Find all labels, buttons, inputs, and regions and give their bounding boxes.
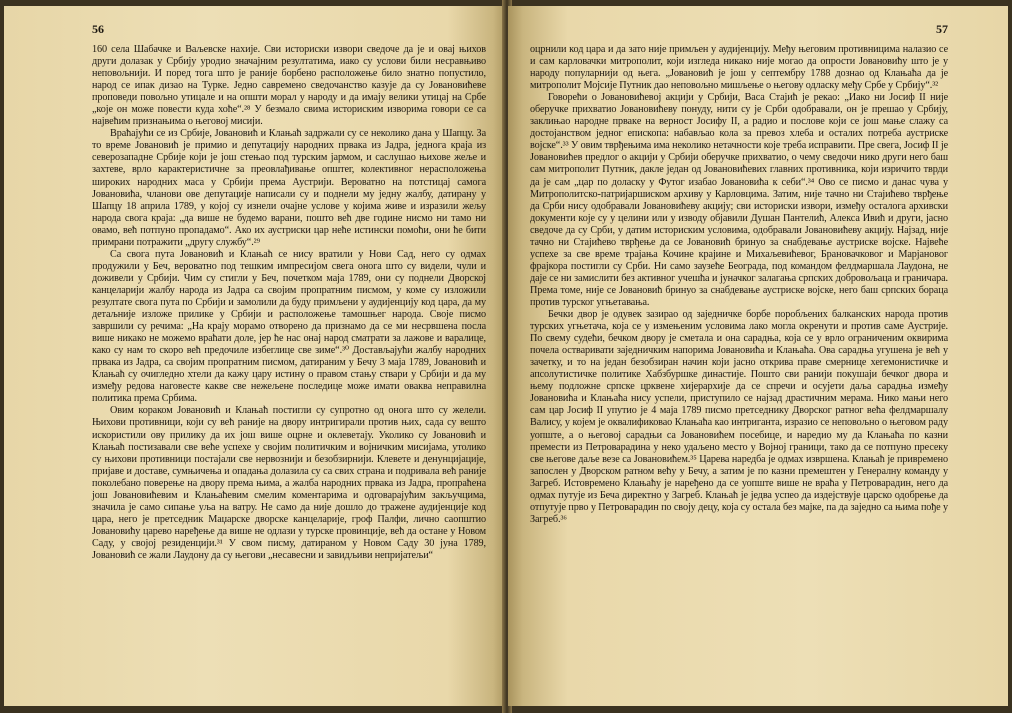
paragraph: оцрнили код цара и да зато није примљен у аудијенцију. Међу његовим противницима налазио се и сам карловачки митрополит, који изгледа никако није могао да опрости Јовановићу што је у народу популарнији од њега. „Јовановић је још у септембру 1788 дознао од Клањаћа да је митрополит Мојсије Путник дао неповољно мишљење о његову одласку међу Србе у Србију“.³² xyxy=(530,44,948,92)
right-page-text xyxy=(530,44,948,526)
paragraph: Говорећи о Јовановићевој акцији у Србији, Васа Стајић је рекао: „Иако ни Јосиф II није оберучке прихватио Јовановићеву понуду, нити су је Срби одобравали, он је прешао у Србију, заклињао народне првакe на верност Јосифу II, а радио и послове који се још мање слажу са достојанством једног епископа: набављао кола за превоз хлеба и осталих потреба аустриске војске“.³³ У овим тврђењима има неколико нетачности које треба исправити. Пре свега, Јосиф II је Јовановићев предлог о акцији у Србији оберучке прихватио, о чему сведочи нико други него баш сам митрополит Путник, дакле један од Јовановићевих главних противника, који изричито тврди да је сам „цар по доласку у Футог изабао Јовановића к себи“.³⁴ Ово се писмо и данас чува у Митрополитско-патријаршиском архиву у Карловцима. Затим, није тачно ни Стајићево тврђење да Срби нису одобравали Јовановићеву акцију; сви историски извори, између осталога архивски документи које су у целини или у изводу објавили Душан Пантелић, Алекса Ивић и други, јасно сведоче да су Срби, у датим историским условима, одобравали Јовановићеву акцију. Најзад, није тачно ни Стајићево тврђење да се Јовановић бринуо за снабдевање аустриске војске. Највеће успехе за све време трајања Кочине крајине и Михаљевићевог, Брановачковог и Марјановог фрајкора постигли су Срби. Ни само заузеће Београда, под командом фелдмаршала Лаудона, не даје се ни замислити без активног учешћа и јуначког залагања српских добровољаца и граничара. Према томе, није се Јовановић бринуо за снабдевање аустриске војске, него баш српских бораца против турског угњетавања. xyxy=(530,92,948,308)
paragraph: Враћајући се из Србије, Јовановић и Клањаћ задржали су се неколико дана у Шапцу. За то време Јовановић је примио и депутацију народних првака из Јадра, једнога краја из северозападне Србије који је још стењао под турским јармом, и саслушао њихове жеље и захтеве, врло карактеристичне за преовлађивање општег, колективног нерасположења широких народних маса у Србији према Аустрији. Вероватно на потстицај самога Јовановића, чланови ове депутације написали су и поднели му једну жалбу, датирану у Шапцу 18 априла 1789, у којој су изнели очајне услове у којима живе и изразили жељу народа свога краја: „да више не будемо варани, пошто већ две године нисмо ни тамо ни овамо, већ потпуно пропадамо“. Ако их аустриски цар неће истински помоћи, они ће бити примрани потражити „другу службу“.²⁹ xyxy=(92,128,486,248)
right-page xyxy=(508,6,1008,706)
left-page-text xyxy=(92,44,486,562)
page-number-left: 56 xyxy=(92,22,104,36)
paragraph: Бечки двор је одувек зазирао од заједничке борбе поробљених балканских народа против турских угњетача, која се у измењеним условима лако могла окренути и против саме Аустрије. По свему судећи, бечком двору је сметала и она сарадња, која се у врло ограниченим оквирима почела остваривати заједничким напорима Јовановића и Клањаћа. Ова сарадња угушена је већ у зачетку, и то на један безобзиран начин који јасно открива праве смернице хегемонистичке и апсолутистичке политике Хабзбуршке династије. Пошто сви ранији покушаји бечког двора и њему подложне српске црквене хијерархије да се спречи и осујети даља сарадња између Јовановића и Клањаћа нису успели, приступило се најзад драстичним мерама. Нико мањи него сам цар Јосиф II упутио је 4 маја 1789 писмо претседнику Дворског ратног већа фелдмаршалу Валису, у којем је оквалификовао Клањаћа као интриганта, изразио се неповољно о његовом раду уопште, а о његовој сарадњи са Јовановићем посебице, и наредио му да Клањаћа по казни премести из Петроварадина у неко удаљено место у Војној граници, тако да се потпуно пресеку све његове даље везе са Јовановићем.³⁵ Царева наредба је одмах извршена. Клањаћ је привремено запослен у Дворском ратном већу у Бечу, а затим је по казни премештен у Генералну команду у Загреб. Истовремено Клањаћу је наређено да се уопште више не враћа у Петроварадин, него да одмах путује из Беча директно у Загреб. Клањаћ је једва успео да издејствује царско одобрење да отпутује прво у Петроварадин по своју децу, која су остала без мајке, па да заједно са њима пође у Загреб.³⁶ xyxy=(530,309,948,525)
left-page xyxy=(4,6,508,706)
paragraph: Са свога пута Јовановић и Клањаћ се нису вратили у Нови Сад, него су одмах продужили у Беч, вероватно под тешким импресијом свега онога што су видели, чули и доживели у Србији. Чим су стигли у Беч, почетком маја 1789, они су поднели Дворској канцеларији жалбу народа из Јадра са својим пропратним писмом, у коме су изложили резултате свога пута по Србији и замолили да буду примљени у аудијенцију код цара, да му детаљније изложе прилике у Србији и расположење тамошњег народа. Своје писмо завршили су речима: „На крају морамо отворено да признамо да се ми несрвшена посла више никако не можемо враћати доле, јер ће нас онај народ сматрати за лажове и варалице, како су нам то скоро већ предочиле избеглице све зиме“.³⁰ Достављајући жалбу народних првака из Јадра, са својим пропратним писмом, датираним у Бечу 3 маја 1789, Јовановић и Клањаћ су очигледно хтели да кажу цару истину о правом стању ствари у Србији и да му између редова наговесте какве све нежељене последице може имати оваква неправилна политика према Србима. xyxy=(92,248,486,405)
page-number-right: 57 xyxy=(936,22,948,36)
paragraph: Овим кораком Јовановић и Клањаћ постигли су супротно од онога што су желели. Њихови противници, који су већ раније на двору интригирали против њих, сада су вешто искористили ову прилику да их још више оцрне и оклеветају. Уколико су Јовановић и Клањаћ постизавали све веће успехе у својим политичким и војничким мисијама, утолико су њихови противници постајали све нервознији и безобзирнији. Клевете и денунцијације, пријаве и доставе, сумњичења и опадања долазила су са свих страна и подривала већ раније поколебано поверење на двору према њима, а жалба народних првака из Јадра, пропраћена још Јовановићевим и Клањаћевим смелим коментарима и одговарајућим закључцима, значила је само сипање уља на ватру. Не само да није дошло до тражене аудијенције код цара, него је претседник Маџарске дворске канцеларије, гроф Палфи, лично саопштио Јовановићу царево наређење да више не одлази у турске провинције, већ да остане у Новом Саду, у својој резиденцији.³¹ У свом писму, датираном у Новом Саду 30 јуна 1789, Јовановић се жали Лаудону да су његови „несавесни и завидљиви непријатељи“ xyxy=(92,405,486,561)
paragraph: 160 села Шабачке и Ваљевске нахије. Сви историски извори сведоче да је и овај њихов други долазак у Србију уродио значајним резултатима, иако су услови били несравњиво неповољнији. И поред тога што је раније борбено расположење било знатно попустило, народ се ипак дизао на Турке. Једно савремено сведочанство казује да су Јовановићеве проповеди повољно утицале и на општи морал у народу и да имају велики утицај на Србе „које он може повести куда хоће“.²⁸ У безмало свима историским изворима говори се са највећим признањима о његовој мисији. xyxy=(92,44,486,128)
